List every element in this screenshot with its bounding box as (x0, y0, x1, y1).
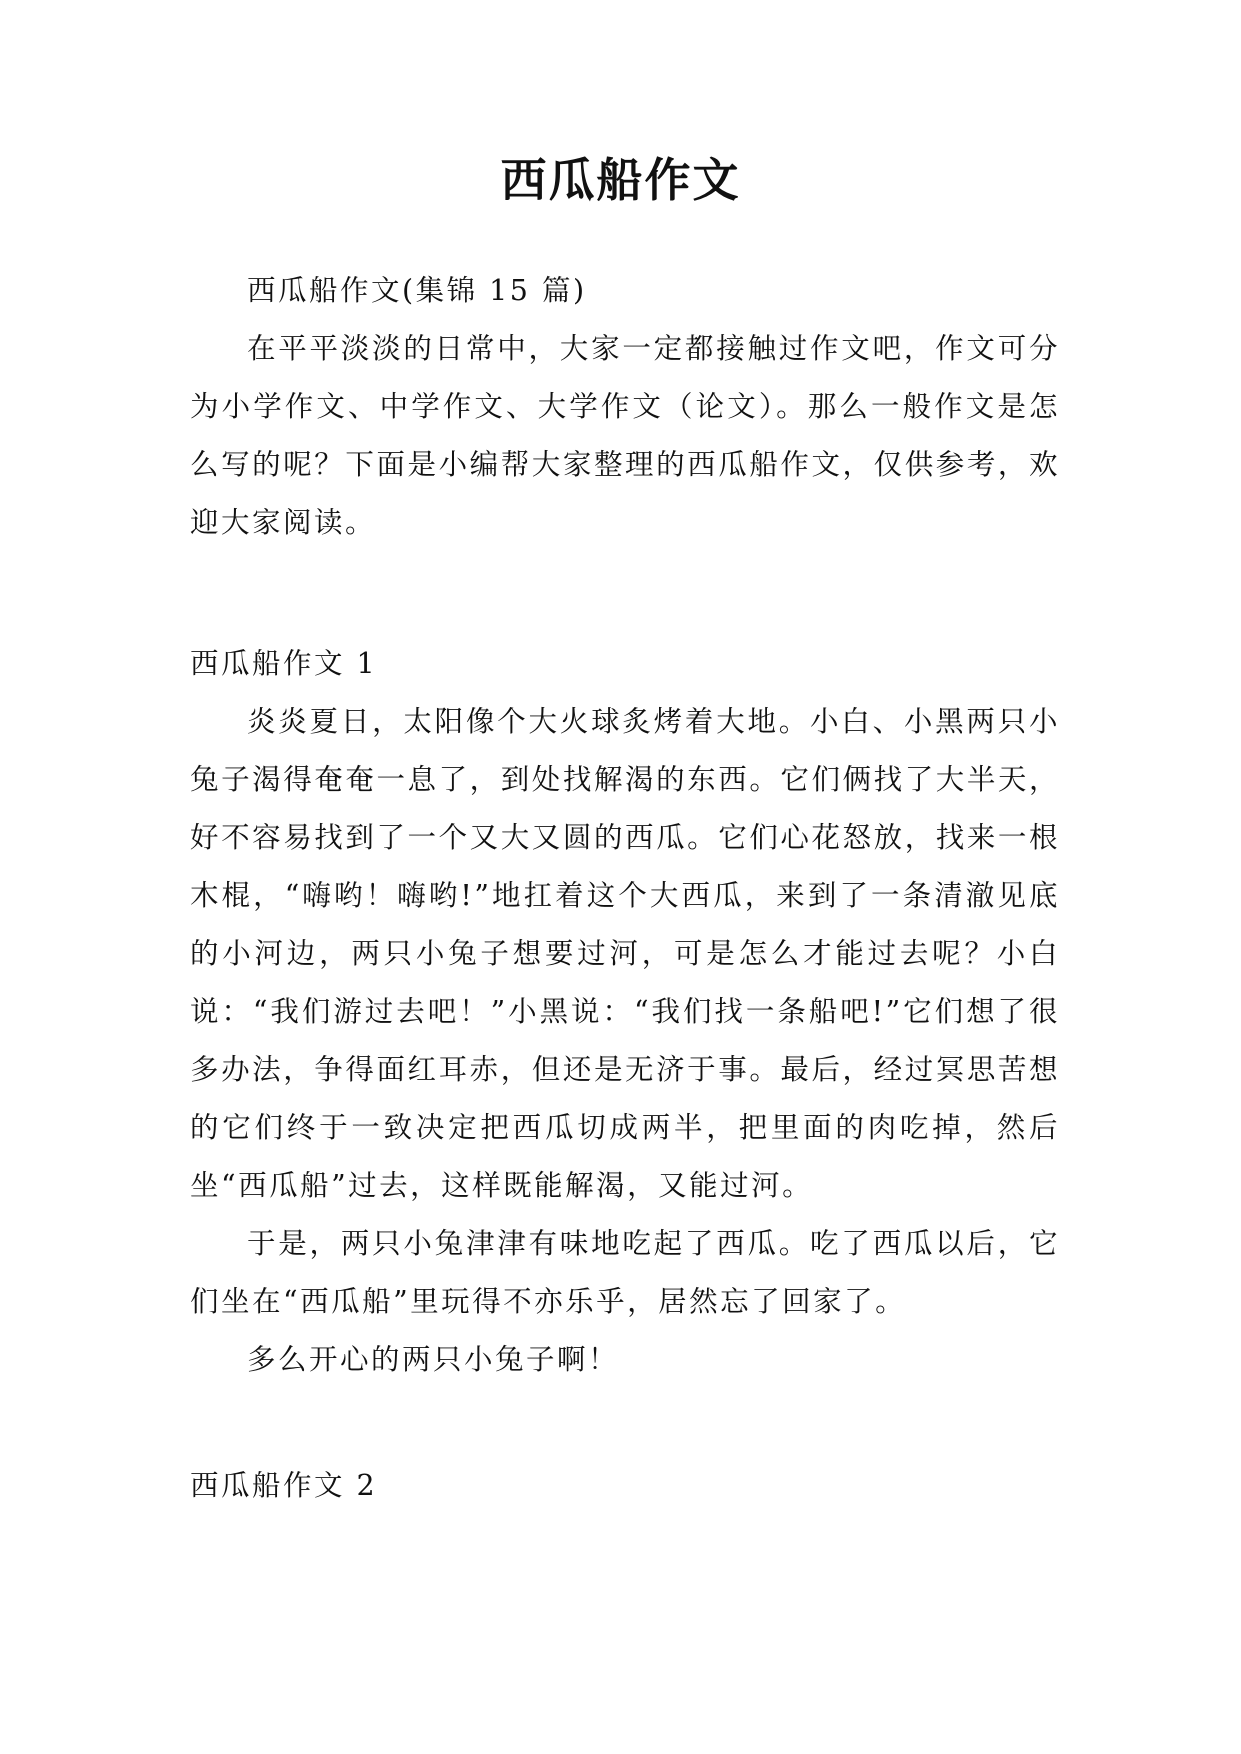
section-paragraph: 炎炎夏日，太阳像个大火球炙烤着大地。小白、小黑两只小兔子渴得奄奄一息了，到处找解渴的东西。它们俩找了大半天，好不容易找到了一个又大又圆的西瓜。它们心花怒放，找来一根木棍，“嗨哟！嗨哟!”地扛着这个大西瓜，来到了一条清澈见底的小河边，两只小兔子想要过河，可是怎么才能过去呢？小白说：“我们游过去吧！”小黑说：“我们找一条船吧!”它们想了很多办法，争得面红耳赤，但还是无济于事。最后，经过冥思苦想的它们终于一致决定把西瓜切成两半，把里面的肉吃掉，然后坐“西瓜船”过去，这样既能解渴，又能过河。 (190, 705, 1060, 1202)
section-paragraph: 于是，两只小兔津津有味地吃起了西瓜。吃了西瓜以后，它们坐在“西瓜船”里玩得不亦乐乎，居然忘了回家了。 (190, 1227, 1060, 1318)
section-heading: 西瓜船作文 2 (190, 1469, 378, 1502)
document-title: 西瓜船作文 (500, 153, 741, 207)
section-1 (190, 635, 1060, 1389)
section-2 (190, 1457, 1060, 1515)
section-heading: 西瓜船作文 1 (190, 647, 378, 680)
section-paragraph: 多么开心的两只小兔子啊！ (247, 1343, 620, 1376)
document-subtitle: 西瓜船作文(集锦 15 篇) (247, 274, 587, 307)
intro-paragraph: 在平平淡淡的日常中，大家一定都接触过作文吧，作文可分为小学作文、中学作文、大学作文（论文）。那么一般作文是怎么写的呢？下面是小编帮大家整理的西瓜船作文，仅供参考，欢迎大家阅读。 (190, 332, 1060, 539)
intro-block (190, 262, 1060, 552)
